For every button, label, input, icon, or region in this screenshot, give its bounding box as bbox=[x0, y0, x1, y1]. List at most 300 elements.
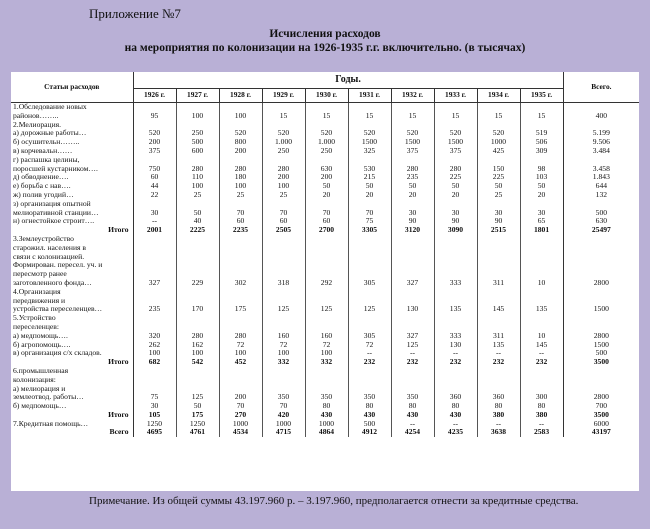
table-cell bbox=[434, 156, 477, 165]
table-cell bbox=[305, 200, 348, 209]
row-label: связи с колонизацией. bbox=[11, 253, 133, 262]
table-cell: 292 bbox=[305, 279, 348, 288]
year-header: 1927 г. bbox=[176, 89, 219, 103]
table-row bbox=[11, 288, 639, 297]
table-cell bbox=[391, 288, 434, 297]
table-cell bbox=[520, 367, 563, 376]
table-cell: 150 bbox=[477, 165, 520, 174]
table-cell bbox=[520, 235, 563, 244]
table-cell: 500 bbox=[176, 138, 219, 147]
table-cell bbox=[262, 385, 305, 394]
table-cell: 542 bbox=[176, 358, 219, 367]
table-cell: 309 bbox=[520, 147, 563, 156]
table-cell bbox=[305, 235, 348, 244]
table-cell bbox=[434, 270, 477, 279]
row-label: а) дорожные работы… bbox=[11, 129, 133, 138]
table-cell: 506 bbox=[520, 138, 563, 147]
table-cell: 520 bbox=[477, 129, 520, 138]
table-cell bbox=[219, 288, 262, 297]
row-label: мелиоративной станции… bbox=[11, 209, 133, 218]
table-cell: -- bbox=[434, 349, 477, 358]
table-cell: 200 bbox=[133, 138, 176, 147]
table-cell bbox=[520, 270, 563, 279]
table-cell bbox=[176, 288, 219, 297]
row-total: 43197 bbox=[563, 428, 639, 437]
table-row bbox=[11, 217, 639, 226]
table-cell bbox=[477, 156, 520, 165]
table-cell: 60 bbox=[133, 173, 176, 182]
table-cell: 327 bbox=[391, 279, 434, 288]
table-cell bbox=[219, 244, 262, 253]
table-cell: 10 bbox=[520, 332, 563, 341]
table-cell: 100 bbox=[133, 349, 176, 358]
table-cell bbox=[520, 121, 563, 130]
table-cell bbox=[434, 367, 477, 376]
table-cell: 70 bbox=[305, 209, 348, 218]
category-column-header: Статьи расходов bbox=[11, 72, 133, 103]
table-cell bbox=[133, 288, 176, 297]
row-total bbox=[563, 376, 639, 385]
row-total bbox=[563, 297, 639, 306]
table-cell: 80 bbox=[348, 402, 391, 411]
table-cell bbox=[133, 253, 176, 262]
table-cell bbox=[434, 200, 477, 209]
table-cell bbox=[434, 261, 477, 270]
table-cell: 280 bbox=[219, 332, 262, 341]
table-cell bbox=[176, 270, 219, 279]
row-label: г) распашка целины, bbox=[11, 156, 133, 165]
table-cell: 50 bbox=[305, 182, 348, 191]
table-cell: 72 bbox=[262, 341, 305, 350]
document-subtitle: на мероприятия по колонизации на 1926-1935 г.г. включительно. (в тысячах) bbox=[124, 42, 526, 54]
table-cell: 90 bbox=[477, 217, 520, 226]
table-cell bbox=[133, 376, 176, 385]
row-label: 6.промышленная bbox=[11, 367, 133, 376]
table-row bbox=[11, 420, 639, 429]
table-cell: 200 bbox=[262, 173, 305, 182]
table-cell bbox=[434, 121, 477, 130]
table-cell bbox=[520, 376, 563, 385]
table-cell: 15 bbox=[434, 112, 477, 121]
row-label: Итого bbox=[11, 226, 133, 235]
table-row bbox=[11, 393, 639, 402]
table-cell bbox=[348, 314, 391, 323]
table-cell: 425 bbox=[477, 147, 520, 156]
table-cell: -- bbox=[348, 349, 391, 358]
table-cell bbox=[176, 156, 219, 165]
table-cell bbox=[348, 270, 391, 279]
table-row bbox=[11, 235, 639, 244]
table-cell bbox=[520, 297, 563, 306]
table-cell: 25 bbox=[176, 191, 219, 200]
table-cell bbox=[262, 235, 305, 244]
table-cell: 75 bbox=[133, 393, 176, 402]
row-total bbox=[563, 253, 639, 262]
table-row bbox=[11, 147, 639, 156]
table-cell bbox=[219, 270, 262, 279]
table-cell: 90 bbox=[391, 217, 434, 226]
table-cell: 145 bbox=[520, 341, 563, 350]
row-total: 3.484 bbox=[563, 147, 639, 156]
table-cell: 2515 bbox=[477, 226, 520, 235]
table-cell: 280 bbox=[391, 165, 434, 174]
table-cell: -- bbox=[520, 420, 563, 429]
table-cell bbox=[133, 235, 176, 244]
table-row bbox=[11, 270, 639, 279]
table-row bbox=[11, 200, 639, 209]
table-cell bbox=[348, 244, 391, 253]
row-label: 2.Мелиорация. bbox=[11, 121, 133, 130]
table-cell bbox=[391, 244, 434, 253]
table-cell: 430 bbox=[391, 411, 434, 420]
row-total: 644 bbox=[563, 182, 639, 191]
table-row bbox=[11, 103, 639, 112]
table-cell: 2700 bbox=[305, 226, 348, 235]
row-label: 5.Устройство bbox=[11, 314, 133, 323]
table-cell: 100 bbox=[219, 112, 262, 121]
table-cell: 50 bbox=[520, 182, 563, 191]
table-cell bbox=[219, 261, 262, 270]
table-cell: 50 bbox=[477, 182, 520, 191]
table-row bbox=[11, 121, 639, 130]
row-label: старожил. населения в bbox=[11, 244, 133, 253]
table-cell: 20 bbox=[391, 191, 434, 200]
table-cell: 50 bbox=[434, 182, 477, 191]
row-label: б) медпомощь… bbox=[11, 402, 133, 411]
table-cell bbox=[477, 121, 520, 130]
table-cell: 20 bbox=[348, 191, 391, 200]
table-cell: -- bbox=[391, 420, 434, 429]
table-cell: 375 bbox=[133, 147, 176, 156]
table-cell: 320 bbox=[133, 332, 176, 341]
row-total: 700 bbox=[563, 402, 639, 411]
table-cell bbox=[262, 156, 305, 165]
table-cell bbox=[520, 103, 563, 112]
table-cell: 4254 bbox=[391, 428, 434, 437]
table-cell: 80 bbox=[434, 402, 477, 411]
row-total: 400 bbox=[563, 112, 639, 121]
table-cell: 15 bbox=[262, 112, 305, 121]
table-cell: 175 bbox=[219, 305, 262, 314]
table-cell: 1.000 bbox=[262, 138, 305, 147]
table-row bbox=[11, 244, 639, 253]
row-label: Всего bbox=[11, 428, 133, 437]
row-total: 2800 bbox=[563, 279, 639, 288]
row-label: б) агропомощь…. bbox=[11, 341, 133, 350]
table-cell bbox=[391, 261, 434, 270]
table-cell: -- bbox=[133, 217, 176, 226]
table-cell: 318 bbox=[262, 279, 305, 288]
table-cell bbox=[176, 244, 219, 253]
table-cell: 325 bbox=[348, 147, 391, 156]
row-total bbox=[563, 367, 639, 376]
table-cell: 350 bbox=[262, 393, 305, 402]
table-cell: 200 bbox=[219, 147, 262, 156]
row-label: в) корчевальн…… bbox=[11, 147, 133, 156]
year-header: 1934 г. bbox=[477, 89, 520, 103]
table-cell bbox=[133, 103, 176, 112]
table-cell bbox=[477, 235, 520, 244]
table-cell bbox=[133, 200, 176, 209]
table-cell: 100 bbox=[262, 182, 305, 191]
row-total bbox=[563, 121, 639, 130]
table-cell: 105 bbox=[133, 411, 176, 420]
row-total: 6000 bbox=[563, 420, 639, 429]
row-total: 1500 bbox=[563, 341, 639, 350]
table-cell bbox=[305, 270, 348, 279]
table-cell: -- bbox=[520, 349, 563, 358]
table-cell: 235 bbox=[133, 305, 176, 314]
table-cell bbox=[133, 367, 176, 376]
table-cell: 250 bbox=[262, 147, 305, 156]
table-cell: 2505 bbox=[262, 226, 305, 235]
table-cell: 1250 bbox=[176, 420, 219, 429]
table-cell: 30 bbox=[520, 209, 563, 218]
table-cell bbox=[305, 288, 348, 297]
table-cell: 327 bbox=[133, 279, 176, 288]
table-cell: 232 bbox=[520, 358, 563, 367]
table-row bbox=[11, 156, 639, 165]
table-row bbox=[11, 165, 639, 174]
row-total: 500 bbox=[563, 349, 639, 358]
table-cell: 180 bbox=[219, 173, 262, 182]
row-total bbox=[563, 270, 639, 279]
table-cell: 225 bbox=[434, 173, 477, 182]
table-cell: 3305 bbox=[348, 226, 391, 235]
table-cell: 4534 bbox=[219, 428, 262, 437]
table-row bbox=[11, 191, 639, 200]
row-total: 5.199 bbox=[563, 129, 639, 138]
table-cell: 98 bbox=[520, 165, 563, 174]
table-cell bbox=[133, 385, 176, 394]
table-cell bbox=[477, 297, 520, 306]
table-cell bbox=[477, 323, 520, 332]
table-cell: 250 bbox=[176, 129, 219, 138]
table-cell bbox=[391, 385, 434, 394]
table-row bbox=[11, 367, 639, 376]
table-cell bbox=[391, 314, 434, 323]
table-row bbox=[11, 376, 639, 385]
row-label: землеотвод. работы… bbox=[11, 393, 133, 402]
row-label: б) осушительн…….. bbox=[11, 138, 133, 147]
table-cell bbox=[176, 200, 219, 209]
table-cell bbox=[176, 121, 219, 130]
table-row bbox=[11, 261, 639, 270]
table-cell bbox=[391, 200, 434, 209]
table-cell bbox=[219, 121, 262, 130]
table-row bbox=[11, 279, 639, 288]
table-cell: 80 bbox=[477, 402, 520, 411]
table-cell: 229 bbox=[176, 279, 219, 288]
table-cell: 160 bbox=[262, 332, 305, 341]
table-cell: 50 bbox=[176, 402, 219, 411]
table-cell: 350 bbox=[348, 393, 391, 402]
row-total: 2800 bbox=[563, 393, 639, 402]
row-total bbox=[563, 200, 639, 209]
table-cell: 95 bbox=[133, 112, 176, 121]
table-cell: 270 bbox=[219, 411, 262, 420]
table-cell: 135 bbox=[520, 305, 563, 314]
table-cell bbox=[262, 367, 305, 376]
footnote: Примечание. Из общей суммы 43.197.960 р. – 3.197.960, предполагается отнести за кредитные средства. bbox=[89, 495, 579, 507]
row-label: ж) полив угодий… bbox=[11, 191, 133, 200]
table-cell: 170 bbox=[176, 305, 219, 314]
table-row bbox=[11, 323, 639, 332]
table-cell: 327 bbox=[391, 332, 434, 341]
table-cell bbox=[520, 253, 563, 262]
table-cell bbox=[520, 323, 563, 332]
table-row bbox=[11, 314, 639, 323]
table-cell: 520 bbox=[305, 129, 348, 138]
table-cell: 100 bbox=[262, 349, 305, 358]
table-cell: 280 bbox=[434, 165, 477, 174]
table-total-row bbox=[11, 226, 639, 235]
table-cell bbox=[391, 156, 434, 165]
table-cell bbox=[262, 323, 305, 332]
table-cell bbox=[348, 200, 391, 209]
table-cell bbox=[133, 261, 176, 270]
table-cell: 1.000 bbox=[305, 138, 348, 147]
row-total: 3500 bbox=[563, 358, 639, 367]
table-cell: 44 bbox=[133, 182, 176, 191]
table-cell bbox=[434, 288, 477, 297]
table-cell bbox=[305, 103, 348, 112]
table-cell: 280 bbox=[219, 165, 262, 174]
table-cell: 72 bbox=[305, 341, 348, 350]
table-cell: 232 bbox=[434, 358, 477, 367]
table-cell: 130 bbox=[434, 341, 477, 350]
row-label: устройства переселенцев… bbox=[11, 305, 133, 314]
table-cell bbox=[176, 253, 219, 262]
year-header: 1933 г. bbox=[434, 89, 477, 103]
table-cell: 125 bbox=[176, 393, 219, 402]
table-cell bbox=[219, 200, 262, 209]
table-cell bbox=[434, 314, 477, 323]
table-cell: 70 bbox=[219, 402, 262, 411]
row-label: пересмотр ранее bbox=[11, 270, 133, 279]
row-label: а) медпомощь…. bbox=[11, 332, 133, 341]
table-cell: 2225 bbox=[176, 226, 219, 235]
table-cell: 22 bbox=[133, 191, 176, 200]
expense-table-body bbox=[11, 103, 639, 438]
table-cell: 332 bbox=[262, 358, 305, 367]
row-label: д) обводнение…. bbox=[11, 173, 133, 182]
table-cell bbox=[176, 385, 219, 394]
table-cell: 262 bbox=[133, 341, 176, 350]
table-cell: 3120 bbox=[391, 226, 434, 235]
table-cell bbox=[262, 121, 305, 130]
document-title: Исчисления расходов bbox=[269, 28, 381, 40]
table-cell: 215 bbox=[348, 173, 391, 182]
table-row bbox=[11, 297, 639, 306]
table-cell bbox=[520, 244, 563, 253]
table-cell: 200 bbox=[219, 393, 262, 402]
table-cell: 145 bbox=[477, 305, 520, 314]
table-cell: 4761 bbox=[176, 428, 219, 437]
table-cell: 135 bbox=[434, 305, 477, 314]
table-cell: -- bbox=[434, 420, 477, 429]
row-label: 4.Организация bbox=[11, 288, 133, 297]
table-cell: 380 bbox=[520, 411, 563, 420]
table-cell: 1000 bbox=[219, 420, 262, 429]
table-cell: 250 bbox=[305, 147, 348, 156]
table-cell bbox=[348, 261, 391, 270]
table-cell: 1500 bbox=[348, 138, 391, 147]
table-cell: 130 bbox=[391, 305, 434, 314]
total-column-header: Всего. bbox=[563, 72, 639, 103]
table-cell bbox=[262, 244, 305, 253]
table-cell bbox=[434, 297, 477, 306]
table-cell: 90 bbox=[434, 217, 477, 226]
row-total: 25497 bbox=[563, 226, 639, 235]
table-total-row bbox=[11, 428, 639, 437]
table-cell bbox=[434, 103, 477, 112]
table-cell bbox=[348, 103, 391, 112]
table-cell: 30 bbox=[434, 209, 477, 218]
row-label: Итого bbox=[11, 411, 133, 420]
row-total: 630 bbox=[563, 217, 639, 226]
table-cell: 332 bbox=[305, 358, 348, 367]
table-cell: 4235 bbox=[434, 428, 477, 437]
table-cell: 430 bbox=[348, 411, 391, 420]
table-cell bbox=[305, 121, 348, 130]
table-cell: 162 bbox=[176, 341, 219, 350]
table-cell bbox=[391, 235, 434, 244]
table-cell: 60 bbox=[219, 217, 262, 226]
table-cell: 1801 bbox=[520, 226, 563, 235]
table-cell bbox=[219, 156, 262, 165]
table-cell: 20 bbox=[305, 191, 348, 200]
table-cell: 750 bbox=[133, 165, 176, 174]
table-cell: 520 bbox=[262, 129, 305, 138]
table-cell bbox=[133, 121, 176, 130]
table-cell bbox=[305, 297, 348, 306]
table-row bbox=[11, 209, 639, 218]
row-total: 1500 bbox=[563, 305, 639, 314]
table-cell bbox=[262, 200, 305, 209]
table-cell bbox=[262, 270, 305, 279]
table-cell: 30 bbox=[477, 209, 520, 218]
table-cell: 333 bbox=[434, 279, 477, 288]
table-row bbox=[11, 182, 639, 191]
table-cell: 100 bbox=[219, 349, 262, 358]
table-cell: 75 bbox=[348, 217, 391, 226]
year-header: 1931 г. bbox=[348, 89, 391, 103]
table-cell bbox=[305, 156, 348, 165]
table-cell: 520 bbox=[391, 129, 434, 138]
row-label: заготовленного фонда… bbox=[11, 279, 133, 288]
table-cell: 125 bbox=[348, 305, 391, 314]
row-label: з) организация опытной bbox=[11, 200, 133, 209]
table-cell: 300 bbox=[520, 393, 563, 402]
table-cell bbox=[391, 270, 434, 279]
table-cell: 100 bbox=[305, 349, 348, 358]
table-cell bbox=[176, 103, 219, 112]
table-cell: -- bbox=[391, 349, 434, 358]
table-cell bbox=[348, 235, 391, 244]
table-row bbox=[11, 349, 639, 358]
row-label: н) огнестойкое строит…. bbox=[11, 217, 133, 226]
table-cell: 380 bbox=[477, 411, 520, 420]
table-cell bbox=[262, 297, 305, 306]
table-cell bbox=[219, 253, 262, 262]
table-cell: 80 bbox=[305, 402, 348, 411]
table-cell: 311 bbox=[477, 332, 520, 341]
table-cell bbox=[477, 253, 520, 262]
row-total: 2800 bbox=[563, 332, 639, 341]
table-cell: 30 bbox=[133, 402, 176, 411]
table-cell: 70 bbox=[219, 209, 262, 218]
